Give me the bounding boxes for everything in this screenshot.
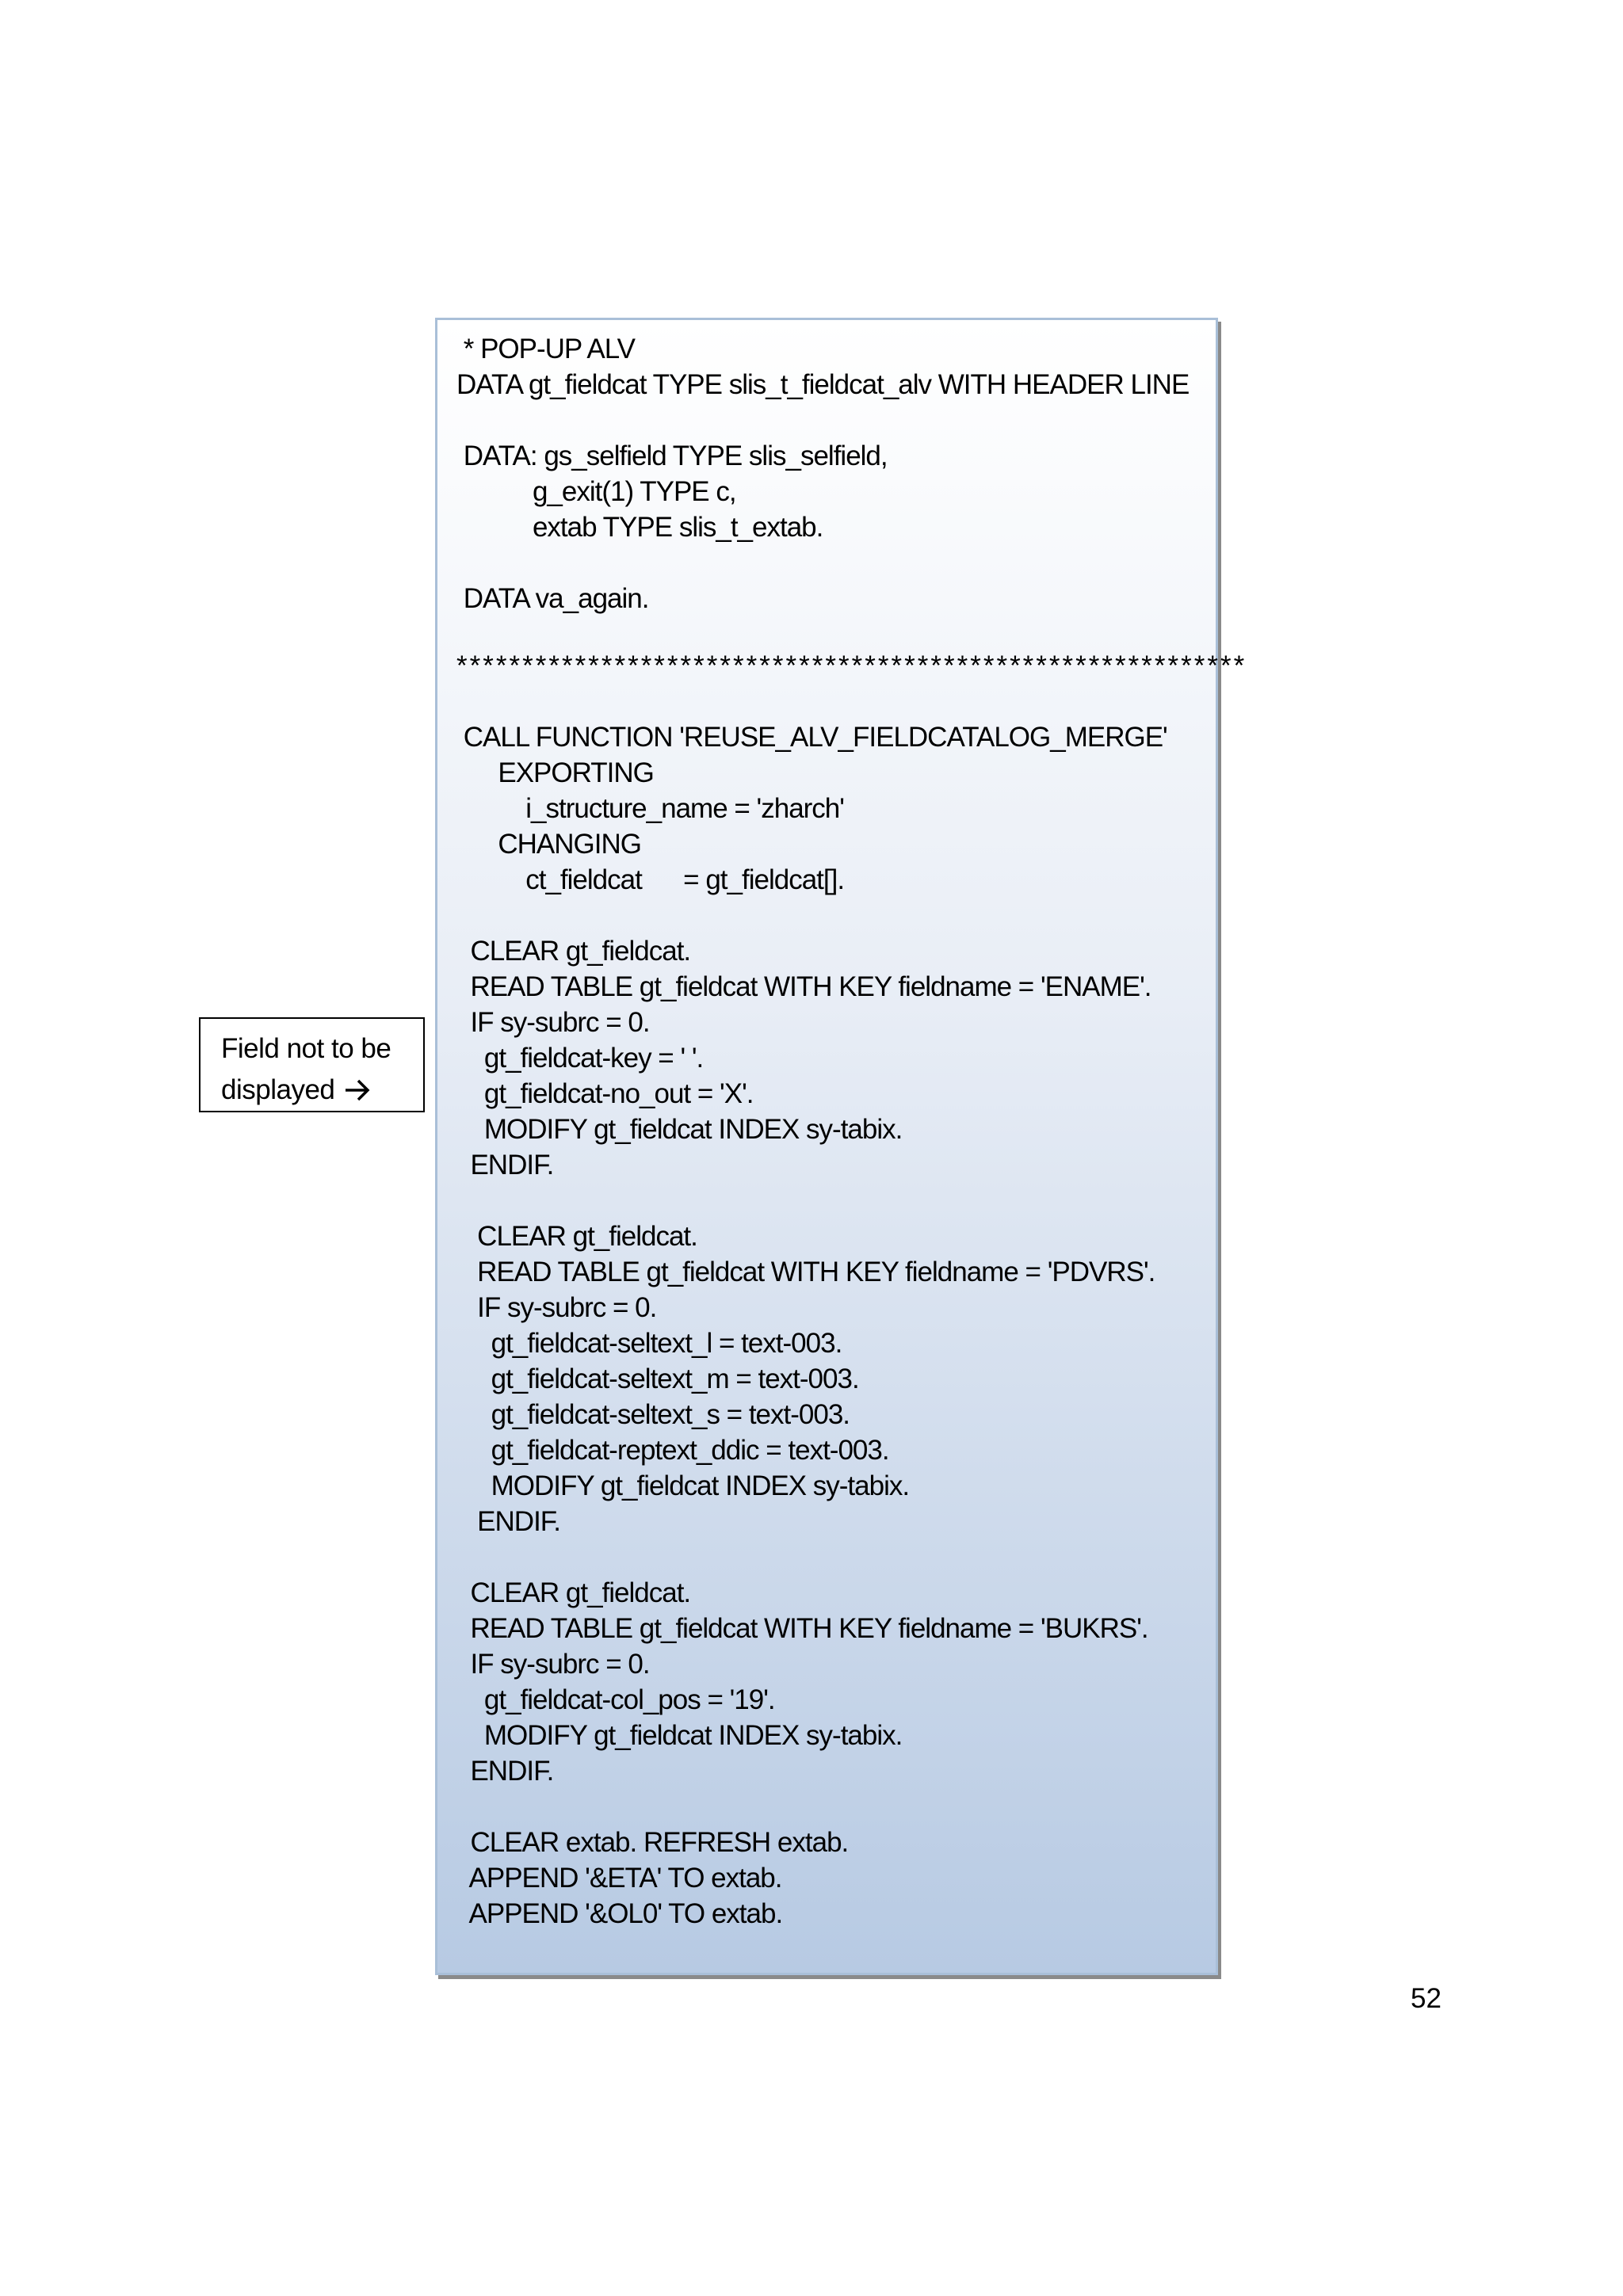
arrow-right-icon — [344, 1073, 371, 1114]
code-line: EXPORTING — [456, 757, 654, 788]
code-line: * POP-UP ALV — [456, 334, 635, 364]
code-line: CLEAR gt_fieldcat. — [456, 1221, 697, 1252]
code-line: DATA va_again. — [456, 583, 649, 614]
code-line: APPEND '&ETA' TO extab. — [456, 1863, 782, 1894]
annotation-line-2-text: displayed — [221, 1074, 335, 1105]
code-line: gt_fieldcat-reptext_ddic = text-003. — [456, 1435, 889, 1466]
code-line: READ TABLE gt_fieldcat WITH KEY fieldname = 'ENAME'. — [456, 971, 1151, 1002]
code-line: extab TYPE slis_t_extab. — [456, 512, 823, 543]
code-line: gt_fieldcat-seltext_m = text-003. — [456, 1363, 859, 1394]
code-line: IF sy-subrc = 0. — [456, 1007, 650, 1038]
code-line: MODIFY gt_fieldcat INDEX sy-tabix. — [456, 1114, 903, 1145]
code-line: IF sy-subrc = 0. — [456, 1292, 657, 1323]
code-line: READ TABLE gt_fieldcat WITH KEY fieldname = 'BUKRS'. — [456, 1613, 1148, 1644]
code-line: gt_fieldcat-seltext_s = text-003. — [456, 1399, 850, 1430]
annotation-box — [199, 1017, 425, 1112]
code-line: ENDIF. — [456, 1506, 561, 1537]
code-line: READ TABLE gt_fieldcat WITH KEY fieldname = 'PDVRS'. — [456, 1257, 1155, 1287]
code-line: DATA gt_fieldcat TYPE slis_t_fieldcat_alv WITH HEADER LINE — [456, 369, 1190, 400]
code-line: gt_fieldcat-col_pos = '19'. — [456, 1684, 775, 1715]
annotation-line-2 — [221, 1070, 423, 1114]
code-line: IF sy-subrc = 0. — [456, 1649, 650, 1680]
code-line: gt_fieldcat-key = ' '. — [456, 1043, 704, 1074]
code-line: DATA: gs_selfield TYPE slis_selfield, — [456, 441, 888, 471]
code-line: ct_fieldcat = gt_fieldcat[]. — [456, 864, 845, 895]
code-line: MODIFY gt_fieldcat INDEX sy-tabix. — [456, 1470, 910, 1501]
code-line: APPEND '&OL0' TO extab. — [456, 1898, 783, 1929]
code-line: CLEAR extab. REFRESH extab. — [456, 1827, 849, 1858]
code-line: CALL FUNCTION 'REUSE_ALV_FIELDCATALOG_MERGE' — [456, 722, 1167, 753]
code-line: i_structure_name = 'zharch' — [456, 793, 844, 824]
code-line: ENDIF. — [456, 1150, 554, 1180]
code-line: CLEAR gt_fieldcat. — [456, 936, 691, 967]
code-line: ************************************************************ — [456, 650, 1247, 681]
code-line: MODIFY gt_fieldcat INDEX sy-tabix. — [456, 1720, 903, 1751]
annotation-line-1: Field not to be — [221, 1033, 391, 1064]
code-line: gt_fieldcat-seltext_l = text-003. — [456, 1328, 842, 1359]
code-line: CLEAR gt_fieldcat. — [456, 1577, 691, 1608]
code-line: gt_fieldcat-no_out = 'X'. — [456, 1078, 754, 1109]
code-line: g_exit(1) TYPE c, — [456, 476, 736, 507]
page-number: 52 — [1411, 1983, 1442, 2014]
code-box — [435, 318, 1247, 1975]
code-line: ENDIF. — [456, 1756, 554, 1787]
code-line: CHANGING — [456, 829, 641, 860]
